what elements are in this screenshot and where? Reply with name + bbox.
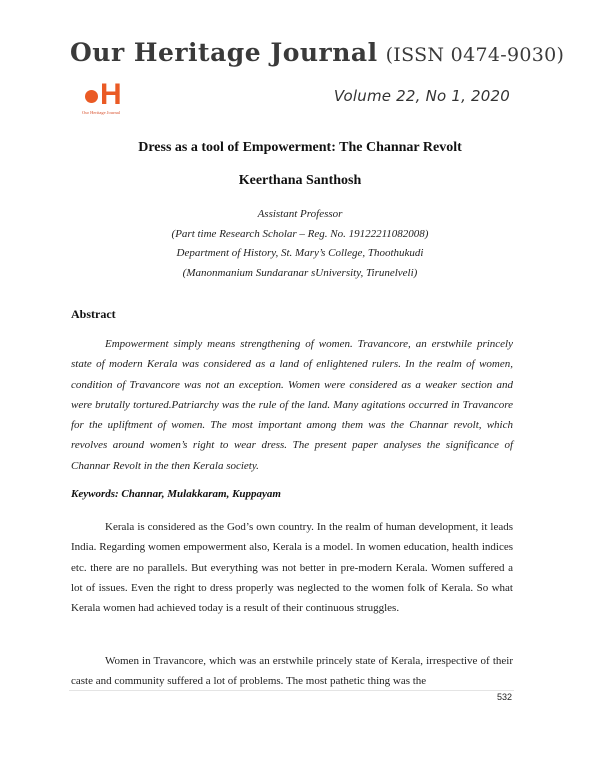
author-affiliation: [0, 205, 600, 283]
affiliation-line: (Part time Research Scholar – Reg. No. 19122211082008): [171, 227, 429, 240]
body-paragraph: [71, 651, 513, 692]
abstract-body: Empowerment simply means strengthening of women. Travancore, an erstwhile princely state of modern Kerala was considered as a land of enlightened rulers. In the realm of women, condition of Travancore was not an exception. Women were considered as a weaker section and were brutally tortured.Patriarchy was the rule of the land. Many agitations occurred in Travancore for the upliftment of women. The most important among them was the Channar revolt, which revolves around women’s right to wear dress. The present paper analyses the significance of Channar Revolt in the then Kerala society.: [71, 338, 513, 472]
logo-tagline: Our Heritage Journal: [82, 110, 120, 115]
journal-issn: (ISSN 0474-9030): [385, 44, 565, 66]
journal-name: Our Heritage Journal: [70, 38, 378, 67]
footer-divider: [69, 690, 514, 691]
body-paragraph: [71, 517, 513, 618]
abstract-heading: Abstract: [71, 307, 116, 321]
page-number: 532: [497, 692, 513, 702]
affiliation-line: Department of History, St. Mary’s College, Thoothukudi: [176, 247, 424, 259]
logo-dot-icon: [85, 90, 98, 103]
author-name: Keerthana Santhosh: [238, 173, 362, 188]
affiliation-line: Assistant Professor: [257, 208, 343, 220]
paper-title: Dress as a tool of Empowerment: The Channar Revolt: [138, 140, 462, 155]
paragraph-text: Kerala is considered as the God’s own country. In the realm of human development, it leads India. Regarding women empowerment also, Kerala is a model. In women education, health indices etc. there are no parallels. But everything was not better in pre-modern Kerala. Women suffered a lot of issues. Even the right to dress properly was neglected to the women folk of Kerala. So what Kerala women had achieved today is a result of their continuous struggles.: [71, 521, 513, 615]
abstract-text: [71, 334, 513, 476]
affiliation-line: (Manonmanium Sundaranar sUniversity, Tirunelveli): [182, 266, 418, 279]
logo-letter: H: [100, 78, 122, 111]
journal-logo: [82, 80, 142, 116]
keywords: Keywords: Channar, Mulakkaram, Kuppayam: [71, 488, 281, 500]
volume-info: Volume 22, No 1, 2020: [333, 87, 510, 105]
paragraph-text: Women in Travancore, which was an erstwhile princely state of Kerala, irrespective of their caste and community suffered a lot of problems. The most pathetic thing was the: [71, 655, 513, 688]
journal-title: [70, 38, 565, 67]
